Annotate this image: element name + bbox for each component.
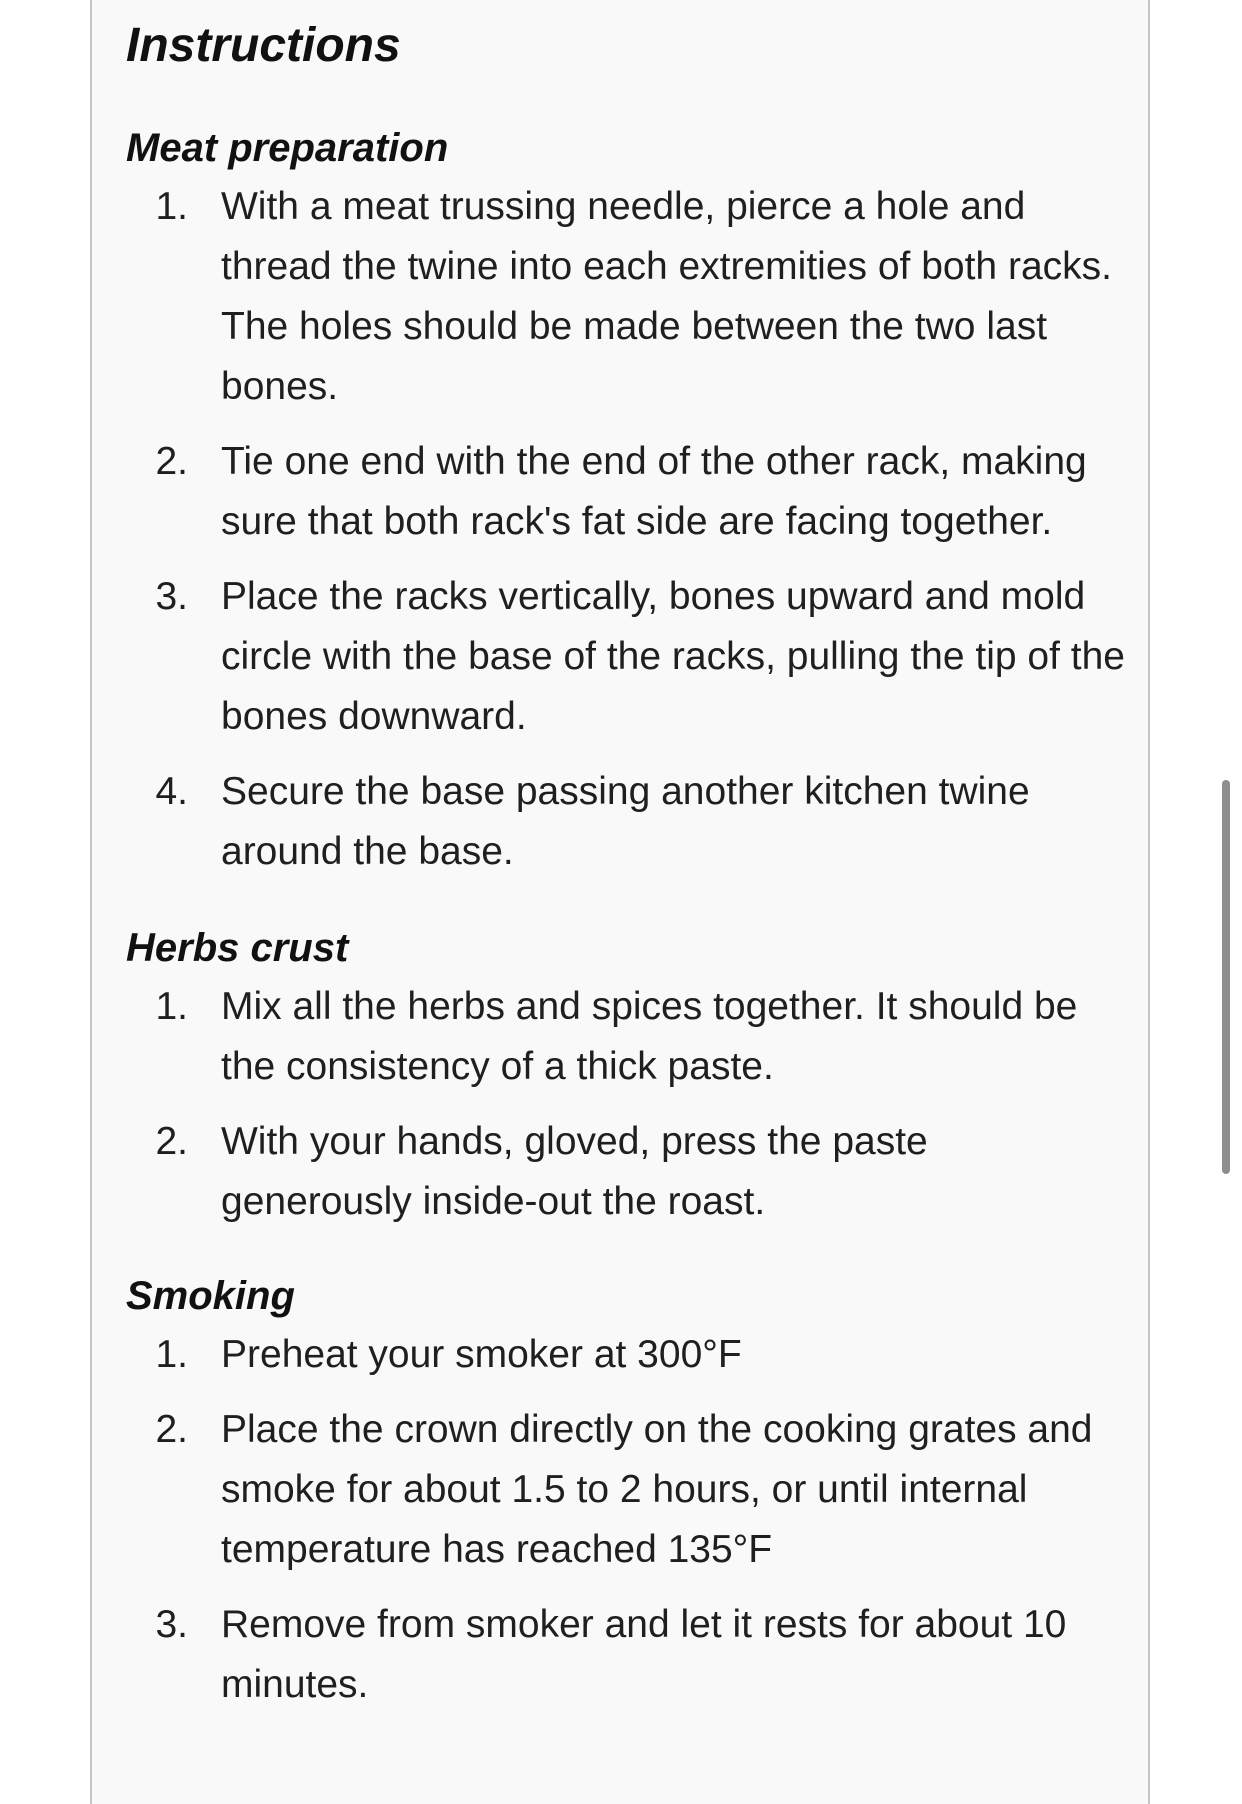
step-number: 1. xyxy=(155,985,188,1028)
step-number: 3. xyxy=(155,1603,188,1646)
step-item xyxy=(126,977,1126,1097)
step-text: With a meat trussing needle, pierce a hole and thread the twine into each extremities of both racks. The holes should be made between the two last bones. xyxy=(221,185,1112,408)
step-text: Place the crown directly on the cooking grates and smoke for about 1.5 to 2 hours, or until internal temperature has reached 135°F xyxy=(221,1408,1093,1571)
steps-list-smoking xyxy=(126,1325,1126,1715)
step-text: Place the racks vertically, bones upward and mold circle with the base of the racks, pulling the tip of the bones downward. xyxy=(221,575,1125,738)
step-number: 4. xyxy=(155,770,188,813)
vertical-scrollbar[interactable] xyxy=(1222,780,1230,1174)
instructions-content xyxy=(126,16,1126,1715)
step-text: Mix all the herbs and spices together. It should be the consistency of a thick paste. xyxy=(221,985,1078,1088)
step-text: Tie one end with the end of the other rack, making sure that both rack's fat side are facing together. xyxy=(221,440,1087,543)
step-item xyxy=(126,1595,1126,1715)
steps-list-herbs-crust xyxy=(126,977,1126,1232)
instructions-title: Instructions xyxy=(126,19,401,72)
step-text: Remove from smoker and let it rests for about 10 minutes. xyxy=(221,1603,1067,1706)
step-number: 3. xyxy=(155,575,188,618)
step-item xyxy=(126,177,1126,417)
step-text: Secure the base passing another kitchen twine around the base. xyxy=(221,770,1030,873)
step-number: 1. xyxy=(155,185,188,228)
section-heading-herbs-crust: Herbs crust xyxy=(126,926,349,970)
step-item xyxy=(126,1400,1126,1580)
step-item xyxy=(126,1112,1126,1232)
step-number: 2. xyxy=(155,440,188,483)
steps-list-meat-preparation xyxy=(126,177,1126,882)
step-number: 1. xyxy=(155,1333,188,1376)
section-heading-smoking: Smoking xyxy=(126,1274,295,1318)
step-text: With your hands, gloved, press the paste generously inside-out the roast. xyxy=(221,1120,928,1223)
step-number: 2. xyxy=(155,1408,188,1451)
step-item xyxy=(126,567,1126,747)
step-item xyxy=(126,1325,1126,1385)
step-number: 2. xyxy=(155,1120,188,1163)
section-heading-meat-preparation: Meat preparation xyxy=(126,126,449,170)
step-item xyxy=(126,762,1126,882)
instructions-card xyxy=(90,0,1150,1804)
step-item xyxy=(126,432,1126,552)
step-text: Preheat your smoker at 300°F xyxy=(221,1333,742,1376)
